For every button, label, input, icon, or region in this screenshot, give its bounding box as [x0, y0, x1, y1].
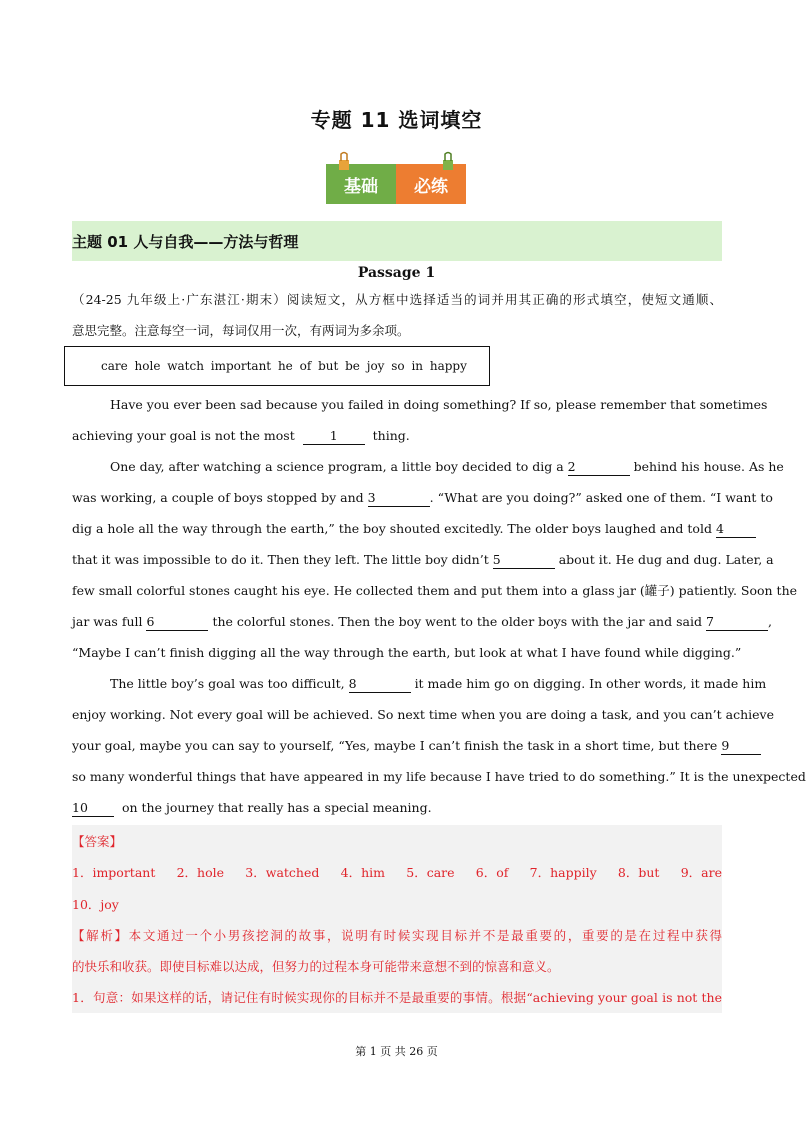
blank-4[interactable]: 4	[716, 521, 756, 538]
instructions	[72, 284, 722, 346]
badge-basic: 基础	[326, 164, 396, 204]
answer-item: 2．hole	[176, 865, 225, 880]
blank-10[interactable]: 10	[72, 800, 114, 817]
blank-2[interactable]: 2	[568, 459, 630, 476]
answer-item: 4．him	[340, 865, 385, 880]
answer-item: 3．watched	[245, 865, 320, 880]
page-title: 专题 11 选词填空	[310, 108, 483, 132]
badge-practice: 必练	[396, 164, 466, 204]
blank-3[interactable]: 3	[368, 490, 430, 507]
answer-item: 7．happily	[529, 865, 597, 880]
answer-item: 5．care	[406, 865, 455, 880]
word-box: care hole watch important he of but be joy so in happy	[64, 346, 490, 386]
answer-item: 9．are	[680, 865, 722, 880]
note-line: 1．句意：如果这样的话，请记住有时候实现你的目标并不是最重要的事情。根据“achieving your goal is not the	[72, 990, 722, 1005]
answer-item: 10．joy	[72, 897, 119, 912]
blank-7[interactable]: 7	[706, 614, 768, 631]
page-footer: 第 1 页 共 26 页	[355, 1045, 438, 1058]
blank-1[interactable]: 1	[303, 428, 365, 445]
analysis-line: 【解析】本文通过一个小男孩挖洞的故事，说明有时候实现目标并不是最重要的，重要的是在过程中获得	[72, 928, 722, 943]
binder-clip-icon	[442, 152, 454, 172]
blank-9[interactable]: 9	[721, 738, 761, 755]
analysis-line: 的快乐和收获。即使目标难以达成，但努力的过程本身可能带来意想不到的惊喜和意义。	[72, 959, 560, 974]
instruction-line: （24-25 九年级上·广东湛江·期末）阅读短文，从方框中选择适当的词并用其正确的形式填空，使短文通顺、	[72, 292, 722, 307]
instruction-line: 意思完整。注意每空一词，每词仅用一次，有两词为多余项。	[72, 323, 410, 338]
blank-5[interactable]: 5	[493, 552, 555, 569]
answer-list	[72, 857, 722, 888]
answer-item: 1．important	[72, 865, 156, 880]
passage-body: Have you ever been sad because you failed in doing something? If so, please remember that sometimes achieving your goal is not the most 1 thing. One day, after watching a science program, a little boy decided to dig a 2 behind his house. As he was working, a couple of boys stopped by and 3 . “What are you doing?” asked one of them. “I want to dig a hole all the way through the earth,” the boy shouted excitedly. The older boys laughed and told 4 that it was impossible to do it. Then they left. The little boy didn’t 5 about it. He dug and dug. Later, a few small colorful stones caught his eye. He collected them and put them into a glass jar (罐子) patiently. Soon the jar was full 6 the colorful stones. Then the boy went to the older boys with the jar and said 7 , “Maybe I can’t finish digging all the way through the earth, but look at what I have found while digging.” The little boy’s goal was too difficult, 8 it made him go on digging. In other words, it made him enjoy working. Not every goal will be achieved. So next time when you are doing a task, and you can’t achieve your goal, maybe you can say to yourself, “Yes, maybe I can’t finish the task in a short time, but there 9 so many wonderful things that have appeared in my life because I have tried to do something.” It is the unexpected 10 on the journey that really has a special meaning.	[72, 397, 806, 815]
topic-heading: 主题 01 人与自我——方法与哲理	[72, 221, 722, 261]
passage-title: Passage 1	[357, 265, 436, 281]
answer-label: 【答案】	[72, 834, 123, 849]
answer-item: 6．of	[475, 865, 509, 880]
blank-6[interactable]: 6	[146, 614, 208, 631]
blank-8[interactable]: 8	[349, 676, 411, 693]
binder-clip-icon	[338, 152, 350, 172]
answer-item: 8．but	[617, 865, 660, 880]
section-badge	[326, 164, 466, 204]
